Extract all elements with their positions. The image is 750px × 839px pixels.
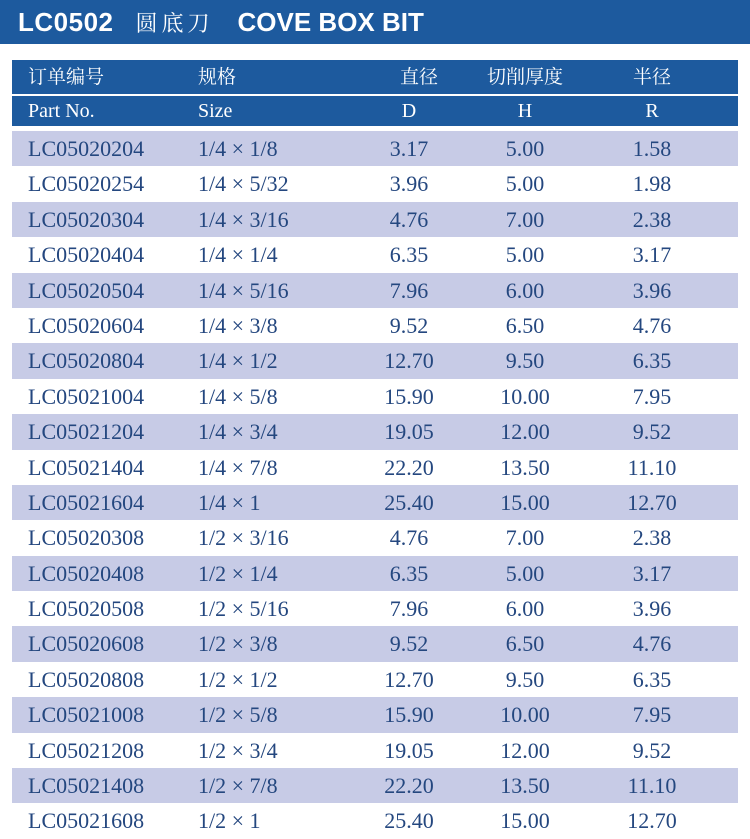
- cell-part-no: LC05020408: [28, 560, 145, 586]
- cell-size: 1/4 × 3/8: [198, 312, 278, 338]
- header-part-cn: 订单编号: [28, 66, 105, 88]
- cell-r: 2.38: [632, 525, 672, 551]
- cell-size: 1/2 × 7/8: [198, 773, 278, 799]
- cell-size: 1/2 × 5/8: [198, 702, 278, 728]
- table-header-cn: [12, 60, 738, 94]
- cell-r: 3.96: [632, 596, 672, 622]
- table-body: [12, 131, 738, 839]
- table-row: [12, 237, 738, 272]
- cell-h: 15.00: [500, 808, 550, 834]
- cell-r: 12.70: [627, 489, 677, 515]
- table-row: [12, 131, 738, 166]
- cell-h: 9.50: [505, 348, 545, 374]
- table-row: [12, 379, 738, 414]
- header-h-en: H: [517, 100, 533, 122]
- cell-h: 6.50: [505, 631, 545, 657]
- header-r-cn: 半径: [632, 66, 671, 88]
- table-row: [12, 803, 738, 838]
- table-row: [12, 556, 738, 591]
- cell-d: 4.76: [389, 525, 429, 551]
- cell-size: 1/4 × 5/16: [198, 277, 289, 303]
- cell-h: 12.00: [500, 737, 550, 763]
- cell-size: 1/4 × 1/8: [198, 136, 278, 161]
- cell-part-no: LC05020508: [28, 596, 145, 622]
- cell-d: 6.35: [389, 242, 429, 268]
- cell-size: 1/2 × 3/16: [198, 525, 289, 551]
- cell-r: 6.35: [632, 348, 672, 374]
- cell-size: 1/2 × 3/4: [198, 737, 278, 763]
- cell-part-no: LC05021204: [28, 419, 145, 445]
- cell-r: 1.98: [632, 171, 672, 197]
- cell-r: 7.95: [632, 702, 672, 728]
- cell-d: 19.05: [384, 737, 434, 763]
- header-size-en: Size: [198, 100, 233, 122]
- header-r-en: R: [645, 100, 659, 122]
- cell-h: 13.50: [500, 773, 550, 799]
- cell-d: 9.52: [389, 312, 429, 338]
- cell-part-no: LC05021208: [28, 737, 145, 763]
- table-row: [12, 485, 738, 520]
- cell-r: 3.17: [632, 242, 672, 268]
- cell-r: 6.35: [632, 666, 672, 692]
- cell-h: 12.00: [500, 419, 550, 445]
- cell-h: 15.00: [500, 489, 550, 515]
- cell-part-no: LC05021404: [28, 454, 145, 480]
- cell-d: 12.70: [384, 666, 434, 692]
- cell-size: 1/4 × 3/4: [198, 419, 278, 445]
- cell-part-no: LC05020604: [28, 312, 145, 338]
- cell-d: 22.20: [384, 773, 434, 799]
- table-row: [12, 166, 738, 201]
- cell-d: 25.40: [384, 808, 434, 834]
- table-header-en: [12, 96, 738, 126]
- cell-d: 15.90: [384, 702, 434, 728]
- cell-d: 7.96: [389, 277, 429, 303]
- table-row: [12, 768, 738, 803]
- cell-size: 1/4 × 7/8: [198, 454, 278, 480]
- cell-h: 6.00: [505, 277, 545, 303]
- table-row: [12, 414, 738, 449]
- cell-r: 4.76: [632, 631, 672, 657]
- cell-d: 3.96: [389, 171, 429, 197]
- cell-r: 11.10: [627, 454, 677, 480]
- table-row: [12, 626, 738, 661]
- header-size-cn: 规格: [198, 66, 237, 88]
- cell-r: 11.10: [627, 773, 677, 799]
- cell-h: 10.00: [500, 702, 550, 728]
- cell-part-no: LC05021408: [28, 773, 145, 799]
- cell-part-no: LC05021008: [28, 702, 145, 728]
- cell-r: 9.52: [632, 737, 672, 763]
- table-row: [12, 697, 738, 732]
- cell-r: 9.52: [632, 419, 672, 445]
- cell-r: 1.58: [632, 136, 672, 161]
- cell-r: 2.38: [632, 206, 672, 232]
- table-row: [12, 662, 738, 697]
- table-row: [12, 520, 738, 555]
- title-bar: [0, 0, 750, 44]
- table-row: [12, 591, 738, 626]
- cell-part-no: LC05020808: [28, 666, 145, 692]
- cell-part-no: LC05021608: [28, 808, 145, 834]
- cell-size: 1/2 × 1: [198, 808, 261, 834]
- table-row: [12, 308, 738, 343]
- product-code: LC0502: [18, 6, 114, 37]
- header-h-cn: 切削厚度: [486, 66, 563, 88]
- cell-size: 1/4 × 1: [198, 489, 261, 515]
- cell-size: 1/4 × 1/4: [198, 242, 278, 268]
- cell-part-no: LC05020504: [28, 277, 145, 303]
- cell-size: 1/4 × 5/32: [198, 171, 289, 197]
- cell-h: 5.00: [505, 171, 545, 197]
- product-name-en: COVE BOX BIT: [237, 6, 424, 37]
- table-row: [12, 343, 738, 378]
- cell-part-no: LC05020404: [28, 242, 145, 268]
- header-d-cn: 直径: [399, 66, 438, 88]
- cell-part-no: LC05020804: [28, 348, 145, 374]
- cell-size: 1/2 × 1/4: [198, 560, 278, 586]
- cell-r: 7.95: [632, 383, 672, 409]
- cell-size: 1/2 × 5/16: [198, 596, 289, 622]
- cell-h: 5.00: [505, 242, 545, 268]
- cell-d: 22.20: [384, 454, 434, 480]
- cell-d: 25.40: [384, 489, 434, 515]
- cell-d: 4.76: [389, 206, 429, 232]
- cell-d: 12.70: [384, 348, 434, 374]
- cell-part-no: LC05020308: [28, 525, 145, 551]
- cell-size: 1/2 × 1/2: [198, 666, 278, 692]
- table-row: [12, 733, 738, 768]
- cell-part-no: LC05021004: [28, 383, 145, 409]
- cell-d: 6.35: [389, 560, 429, 586]
- cell-d: 3.17: [389, 136, 429, 161]
- cell-h: 5.00: [505, 136, 545, 161]
- cell-r: 12.70: [627, 808, 677, 834]
- cell-part-no: LC05020204: [28, 136, 145, 161]
- header-d-en: D: [401, 100, 417, 122]
- cell-h: 7.00: [505, 525, 545, 551]
- cell-h: 9.50: [505, 666, 545, 692]
- table-row: [12, 450, 738, 485]
- cell-h: 6.50: [505, 312, 545, 338]
- cell-part-no: LC05021604: [28, 489, 145, 515]
- cell-r: 3.96: [632, 277, 672, 303]
- cell-h: 7.00: [505, 206, 545, 232]
- cell-h: 5.00: [505, 560, 545, 586]
- cell-r: 3.17: [632, 560, 672, 586]
- cell-h: 6.00: [505, 596, 545, 622]
- cell-size: 1/4 × 3/16: [198, 206, 289, 232]
- table-row: [12, 202, 738, 237]
- cell-d: 9.52: [389, 631, 429, 657]
- cell-part-no: LC05020254: [28, 171, 145, 197]
- cell-size: 1/4 × 5/8: [198, 383, 278, 409]
- cell-d: 15.90: [384, 383, 434, 409]
- cell-h: 10.00: [500, 383, 550, 409]
- header-part-en: Part No.: [28, 100, 95, 122]
- cell-size: 1/2 × 3/8: [198, 631, 278, 657]
- cell-size: 1/4 × 1/2: [198, 348, 278, 374]
- cell-h: 13.50: [500, 454, 550, 480]
- cell-part-no: LC05020608: [28, 631, 145, 657]
- product-name-cn: 圆底刀: [135, 11, 214, 37]
- cell-part-no: LC05020304: [28, 206, 145, 232]
- cell-r: 4.76: [632, 312, 672, 338]
- cell-d: 19.05: [384, 419, 434, 445]
- table-row: [12, 273, 738, 308]
- cell-d: 7.96: [389, 596, 429, 622]
